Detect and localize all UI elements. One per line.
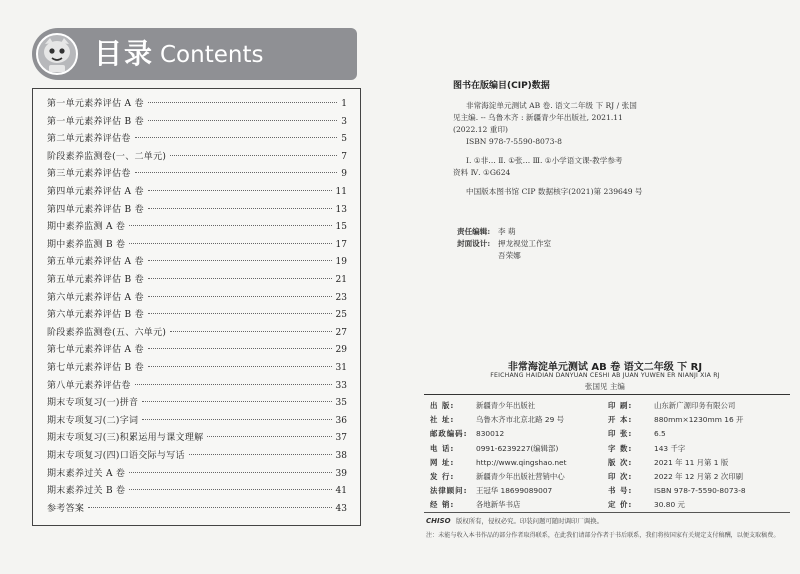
toc-item-label: 第一单元素养评估 B 卷 — [47, 116, 144, 127]
toc-leader-dots — [148, 366, 332, 367]
toc-item[interactable] — [47, 237, 347, 253]
toc-item[interactable] — [47, 342, 347, 358]
toc-item-page: 43 — [335, 503, 347, 514]
toc-item-label: 第一单元素养评估 A 卷 — [47, 99, 144, 109]
toc-leader-dots — [148, 278, 332, 279]
toc-list — [32, 88, 361, 526]
pub-info-value: 新疆青少年出版社营销中心 — [476, 472, 565, 481]
toc-item-page: 3 — [341, 116, 347, 127]
cip-title: 图书在版编目(CIP)数据 — [453, 81, 550, 91]
pub-info-left — [430, 483, 552, 498]
toc-item-label: 第五单元素养评估 B 卷 — [47, 275, 144, 285]
toc-item-page: 37 — [335, 433, 347, 444]
pub-info-left — [430, 441, 558, 456]
toc-item-label: 第四单元素养评估 B 卷 — [47, 204, 144, 215]
toc-item-page: 9 — [341, 169, 347, 180]
toc-leader-dots — [148, 260, 332, 261]
toc-item-label: 期末专项复习(二)字词 — [47, 415, 139, 426]
toc-item[interactable] — [47, 501, 347, 517]
toc-item-label: 第四单元素养评估 A 卷 — [47, 187, 144, 197]
toc-item-page: 17 — [335, 239, 347, 250]
toc-title-en: Contents — [160, 42, 264, 68]
toc-item[interactable] — [47, 149, 347, 165]
pub-info-key: 印 张: — [608, 429, 633, 439]
pub-info-right — [608, 398, 735, 413]
toc-item[interactable] — [47, 325, 347, 341]
pub-info-key: 开 本: — [608, 415, 633, 425]
design-label: 封面设计: — [457, 239, 491, 248]
toc-leader-dots — [148, 348, 332, 349]
toc-leader-dots — [135, 384, 332, 385]
toc-leader-dots — [148, 190, 332, 191]
pub-info-value: 新疆青少年出版社 — [476, 401, 536, 410]
toc-item-page: 25 — [335, 310, 347, 321]
pub-info-key: 定 价: — [608, 500, 633, 510]
divider — [424, 512, 790, 513]
pub-info-value: http://www.qingshao.net — [476, 457, 567, 467]
toc-item-page: 21 — [335, 275, 347, 285]
book-title: 非常海淀单元测试 AB 卷 语文二年级 下 RJ — [507, 362, 703, 373]
toc-item-label: 期末专项复习(三)积累运用与课文理解 — [47, 433, 204, 444]
toc-item-page: 19 — [335, 257, 347, 268]
toc-leader-dots — [135, 137, 338, 138]
pub-info-value: 6.5 — [654, 429, 666, 439]
pub-info-right — [608, 483, 746, 498]
pub-info-left — [430, 469, 565, 484]
pub-info-value: 王冠华 18699089007 — [476, 486, 553, 496]
pub-info-value: 880mm×1230mm 16 开 — [654, 415, 744, 425]
toc-item[interactable] — [47, 395, 347, 411]
toc-item[interactable] — [47, 254, 347, 270]
toc-item-page: 33 — [335, 380, 347, 391]
toc-item[interactable] — [47, 430, 347, 446]
editor-name: 李 萌 — [498, 227, 516, 236]
pub-info-value: 乌鲁木齐市北京北路 29 号 — [476, 415, 565, 425]
toc-item[interactable] — [47, 219, 347, 235]
toc-leader-dots — [148, 102, 337, 103]
pub-info-key: 社 址: — [430, 415, 455, 425]
toc-leader-dots — [189, 454, 332, 455]
book-editor: 张国见 主编 — [585, 382, 625, 391]
toc-leader-dots — [88, 507, 331, 508]
pub-info-value: 143 千字 — [654, 443, 686, 453]
toc-item-page: 36 — [335, 415, 347, 426]
toc-item[interactable] — [47, 448, 347, 464]
pub-info-left — [430, 426, 504, 441]
pub-info-value: 山东新广源印务有限公司 — [654, 401, 736, 410]
toc-item-page: 35 — [335, 398, 347, 409]
toc-item-label: 参考答案 — [47, 503, 85, 514]
toc-item-label: 第二单元素养评估卷 — [47, 134, 131, 145]
copyright-notice: 版权所有，侵权必究。印装问题可随时调印厂调换。 — [456, 517, 603, 525]
toc-item-label: 阶段素养监测卷(一、二单元) — [47, 151, 167, 162]
publisher-logo: CHISO — [426, 517, 451, 525]
toc-leader-dots — [142, 401, 331, 402]
pub-info-value: 2022 年 12 月第 2 次印刷 — [654, 472, 744, 481]
pub-info-right — [608, 469, 743, 484]
toc-leader-dots — [135, 172, 338, 173]
toc-leader-dots — [129, 225, 331, 226]
toc-item-page: 11 — [335, 187, 347, 197]
pub-info-key: 发 行: — [430, 472, 455, 481]
cip-line: ISBN 978-7-5590-8073-8 — [466, 137, 562, 146]
toc-leader-dots — [148, 313, 332, 314]
toc-item-label: 第六单元素养评估 A 卷 — [47, 292, 144, 303]
pub-info-key: 版 次: — [608, 457, 633, 467]
toc-item-label: 期末专项复习(四)口语交际与写话 — [47, 451, 185, 461]
toc-item[interactable] — [47, 272, 347, 288]
toc-item[interactable] — [47, 202, 347, 218]
book-pinyin: FEICHANG HAIDIAN DANYUAN CESHI AB JUAN YUWEN ER NIANJI XIA RJ — [490, 372, 720, 379]
toc-item-page: 41 — [335, 486, 347, 497]
toc-item-page: 7 — [341, 151, 347, 162]
toc-item[interactable] — [47, 131, 347, 147]
toc-item-page: 38 — [335, 451, 347, 461]
toc-item[interactable] — [47, 413, 347, 429]
pub-info-key: 印 刷: — [608, 401, 633, 410]
toc-item[interactable] — [47, 166, 347, 182]
cip-line: 中国版本图书馆 CIP 数据核字(2021)第 239649 号 — [466, 187, 643, 196]
pub-info-value: 30.80 元 — [654, 500, 685, 510]
pub-info-value: 2021 年 11 月第 1 版 — [654, 457, 729, 467]
pub-info-value: ISBN 978-7-5590-8073-8 — [654, 486, 746, 496]
pub-info-key: 电 话: — [430, 443, 455, 453]
toc-item[interactable] — [47, 290, 347, 306]
toc-item-label: 第八单元素养评估卷 — [47, 380, 131, 391]
toc-item[interactable] — [47, 114, 347, 130]
toc-leader-dots — [148, 120, 337, 121]
footer-note: 注：未能与收入本书作品的部分作者取得联系，在此我们请部分作者于书后联系，我们将按国家有关规定支付稿酬，以便支取稿费。 — [426, 532, 780, 539]
toc-item-page: 15 — [335, 222, 347, 233]
cip-line: 见主编. -- 乌鲁木齐 : 新疆青少年出版社, 2021.11 — [453, 113, 623, 122]
toc-leader-dots — [129, 243, 331, 244]
pub-info-left — [430, 398, 535, 413]
pub-info-left — [430, 455, 567, 470]
pub-info-key: 字 数: — [608, 443, 633, 453]
pub-info-right — [608, 426, 666, 441]
pub-info-value: 各地新华书店 — [476, 500, 521, 510]
pub-info-key: 印 次: — [608, 472, 633, 481]
pub-info-right — [608, 455, 728, 470]
toc-item-page: 39 — [335, 468, 347, 479]
pub-info-right — [608, 497, 685, 512]
toc-item[interactable] — [47, 96, 347, 112]
pub-info-left — [430, 497, 520, 512]
toc-item[interactable] — [47, 483, 347, 499]
toc-leader-dots — [148, 208, 332, 209]
toc-item-label: 第六单元素养评估 B 卷 — [47, 310, 144, 321]
cip-line: Ⅰ. ①非… Ⅱ. ①张… Ⅲ. ①小学语文课-教学参考 — [466, 156, 623, 165]
pub-info-right — [608, 412, 743, 427]
toc-item-label: 期末素养过关 B 卷 — [47, 486, 126, 497]
toc-item-page: 1 — [341, 99, 347, 109]
toc-leader-dots — [170, 331, 331, 332]
pub-info-key: 邮政编码: — [430, 429, 468, 439]
toc-item-page: 5 — [341, 134, 347, 145]
toc-item-label: 第七单元素养评估 B 卷 — [47, 363, 144, 373]
pub-info-right — [608, 441, 685, 456]
toc-item-label: 期末专项复习(一)拼音 — [47, 398, 139, 409]
pub-info-key: 网 址: — [430, 457, 455, 467]
pub-info-left — [430, 412, 564, 427]
pub-info-key: 书 号: — [608, 486, 633, 496]
pub-info-value: 0991-6239227(编辑部) — [476, 443, 559, 453]
toc-leader-dots — [148, 296, 332, 297]
toc-item[interactable] — [47, 307, 347, 323]
cip-line: (2022.12 重印) — [453, 125, 508, 134]
pub-info-key: 法律顾问: — [430, 486, 468, 496]
toc-item-page: 13 — [335, 204, 347, 215]
toc-item[interactable] — [47, 184, 347, 200]
toc-item[interactable] — [47, 378, 347, 394]
toc-item-page: 29 — [335, 345, 347, 356]
toc-item-page: 27 — [335, 327, 347, 338]
toc-item-label: 第五单元素养评估 A 卷 — [47, 257, 144, 268]
toc-item-label: 阶段素养监测卷(五、六单元) — [47, 327, 167, 338]
mascot-icon — [36, 32, 78, 76]
pub-info-key: 经 销: — [430, 500, 455, 510]
toc-leader-dots — [170, 155, 337, 156]
designer-name: 押龙视觉工作室 — [498, 239, 552, 248]
cip-line: 非常海淀单元测试 AB 卷. 语文二年级 下 RJ / 张国 — [466, 101, 637, 110]
toc-item-label: 期中素养监测 A 卷 — [47, 222, 126, 233]
toc-item-label: 第三单元素养评估卷 — [47, 169, 131, 180]
toc-leader-dots — [142, 419, 331, 420]
toc-leader-dots — [129, 489, 331, 490]
toc-item[interactable] — [47, 360, 347, 376]
toc-item-label: 第七单元素养评估 A 卷 — [47, 345, 144, 356]
toc-item-page: 23 — [335, 292, 347, 303]
pub-info-key: 出 版: — [430, 401, 455, 410]
editor-label: 责任编辑: — [457, 227, 491, 236]
toc-item-label: 期末素养过关 A 卷 — [47, 468, 126, 479]
cip-line: 资料 Ⅳ. ①G624 — [453, 168, 511, 177]
pub-info-value: 830012 — [476, 429, 505, 439]
toc-leader-dots — [207, 436, 331, 437]
toc-leader-dots — [129, 472, 331, 473]
toc-header — [32, 28, 357, 80]
toc-item-page: 31 — [335, 363, 347, 373]
toc-title-cn: 目录 — [94, 37, 155, 70]
designer-name-2: 吾荣娜 — [498, 251, 521, 260]
toc-item[interactable] — [47, 466, 347, 482]
divider — [424, 394, 790, 395]
toc-item-label: 期中素养监测 B 卷 — [47, 239, 126, 250]
